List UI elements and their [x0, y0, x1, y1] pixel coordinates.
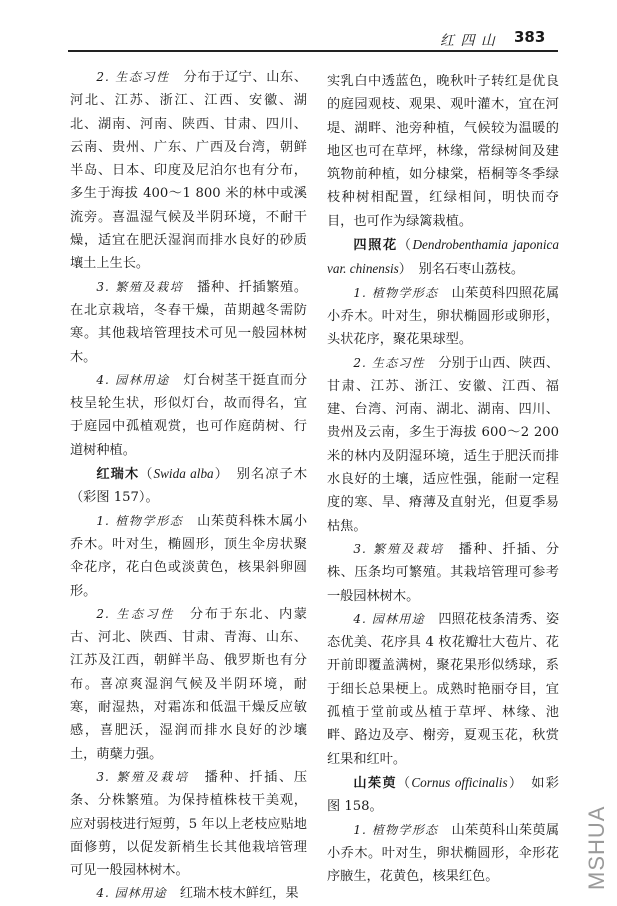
paren: ）	[398, 262, 406, 278]
paragraph-text: 红瑞木枝木鲜红，果	[166, 886, 299, 902]
entry-rest: 别名凉子木（彩图 157）。	[70, 467, 308, 506]
paragraph	[70, 603, 307, 766]
paragraph	[70, 276, 307, 369]
paragraph-text: 分布于辽宁、山东、河北、江苏、浙江、江西、安徽、湖北、湖南、河南、陕西、甘肃、四川、云南、贵州、广东、广西及台湾，朝鲜半岛、日本、印度及尼泊尔也有分布，多生于海拔 400～1 800 米的林中或溪流旁。喜温湿气候及半阴环境，不耐干燥，适宜在肥沃湿润而排水良好的砂质壤土上生长。	[70, 70, 308, 272]
paragraph-text: 播种、扦插繁殖。在北京栽培，冬春干燥，苗期越冬需防寒。其他栽培管理技术可见一般园林树木。	[70, 279, 308, 365]
paragraph	[327, 819, 559, 889]
paragraph-text: 山茱萸科四照花属小乔木。叶对生，卵状椭圆形或卵形，头状花序，聚花果球型。	[327, 285, 560, 348]
paragraph-text: 实乳白中透蓝色，晚秋叶子转红是优良的庭园观枝、观果、观叶灌木，宜在河堤、湖畔、池旁种植，气候较为温暖的地区也可在草坪，林缘，常绿树间及建筑物前种植，如分棣棠，梧桐等冬季绿枝种树相配置，红绿相间，明快而夺目，也可作为绿篱栽植。	[327, 74, 559, 229]
section-label: 2. 生态习性	[96, 606, 175, 621]
paragraph	[70, 510, 307, 603]
paren: ）	[507, 775, 517, 791]
paragraph-text: 分布于东北、内蒙古、河北、陕西、甘肃、青海、山东、江苏及江西，朝鲜半岛、俄罗斯也有分布。喜凉爽湿润气候及半阴环境，耐寒，耐湿热，对霜冻和低温干燥反应敏感，喜肥沃，湿润而排水良好的沙壤土，萌蘖力强。	[70, 606, 307, 762]
paragraph	[70, 882, 307, 905]
paren: （	[396, 775, 412, 791]
section-label: 2. 生态习性	[353, 355, 425, 370]
paragraph	[70, 369, 307, 462]
section-label: 3. 繁殖及栽培	[96, 279, 184, 294]
paragraph	[327, 352, 559, 538]
running-title: 红 四 山	[440, 33, 496, 49]
paragraph	[327, 70, 559, 233]
section-label: 2. 生态习性	[96, 70, 170, 84]
right-column	[327, 70, 559, 888]
paragraph-text: 播种、扦插、分株、压条均可繁殖。其栽培管理可参考一般园林树木。	[327, 541, 560, 604]
section-label: 4. 园林用途	[96, 372, 170, 387]
paragraph	[327, 282, 559, 352]
section-label: 1. 植物学形态	[353, 285, 439, 300]
latin-name: Cornus officinalis	[411, 774, 508, 790]
latin-name: Swida alba	[153, 466, 214, 482]
paragraph-text: 播种、扦插、压条、分株繁殖。为保持植株枝干美观，应对弱枝进行短剪，5 年以上老枝应贴地面修剪，以促发新梢生长其他栽培管理可见一般园林树木。	[70, 769, 308, 879]
entry-heading	[327, 233, 559, 282]
entry-rest: 别名石枣山荔枝。	[405, 262, 525, 278]
section-label: 3. 繁殖及栽培	[353, 541, 445, 556]
paren: （	[139, 467, 154, 483]
paragraph	[70, 66, 307, 276]
paren: ）	[213, 467, 223, 483]
paragraph-text: 分别于山西、陕西、甘肃、江苏、浙江、安徽、江西、福建、台湾、河南、湖北、湖南、四川、贵州及云南，多生于海拔 600～2 200米的林内及阴湿环境，适生于肥沃而排水良好的土壤，适应性强，能耐一定程度的寒、旱、瘠薄及直射光，但夏季易枯焦。	[327, 355, 560, 534]
paragraph	[327, 608, 559, 771]
section-label: 4. 园林用途	[96, 886, 167, 901]
entry-name: 四照花	[353, 238, 398, 254]
header-rule	[68, 50, 558, 52]
page-number: 383	[514, 28, 546, 46]
running-header	[0, 26, 617, 54]
paragraph-text: 山茱萸科株木属小乔木。叶对生，椭圆形，顶生伞房状聚伞花序，花白色或淡黄色，核果斜卵圆形。	[70, 513, 308, 599]
entry-name: 红瑞木	[96, 467, 140, 483]
entry-heading	[70, 462, 307, 510]
paragraph-text: 山茱萸科山茱萸属小乔木。叶对生，卵状椭圆形，伞形花序腋生，花黄色，核果红色。	[327, 822, 560, 885]
section-label: 1. 植物学形态	[96, 513, 184, 528]
paragraph	[70, 766, 307, 882]
latin-variety: var. chinensis	[327, 261, 399, 277]
watermark: MSHUA	[584, 805, 609, 890]
paragraph	[327, 538, 559, 608]
left-column	[70, 66, 307, 906]
section-label: 1. 植物学形态	[353, 822, 439, 837]
latin-name: Dendrobenthamia japonica	[412, 237, 560, 253]
section-label: 3. 繁殖及栽培	[96, 769, 190, 784]
entry-heading	[327, 771, 559, 819]
entry-rest: 如彩图 158。	[327, 775, 559, 815]
paragraph-text: 灯台树茎干挺直而分枝呈轮生状，形似灯台，故而得名，宜于庭园中孤植观赏，也可作庭荫树、行道树种植。	[70, 372, 308, 458]
paren: （	[397, 238, 413, 254]
entry-name: 山茱萸	[353, 775, 397, 791]
paragraph-text: 四照花枝条清秀、姿态优美、花序具 4 枚花瓣壮大苞片、花开前即覆盖满树，聚花果形似绣球，系于细长总果梗上。成熟时艳丽夺目，宜孤植于堂前或丛植于草坪、林缘、池畔、路边及亭、榭旁，夏观玉花，秋赏红果和红叶。	[327, 611, 560, 767]
section-label: 4. 园林用途	[353, 611, 425, 626]
